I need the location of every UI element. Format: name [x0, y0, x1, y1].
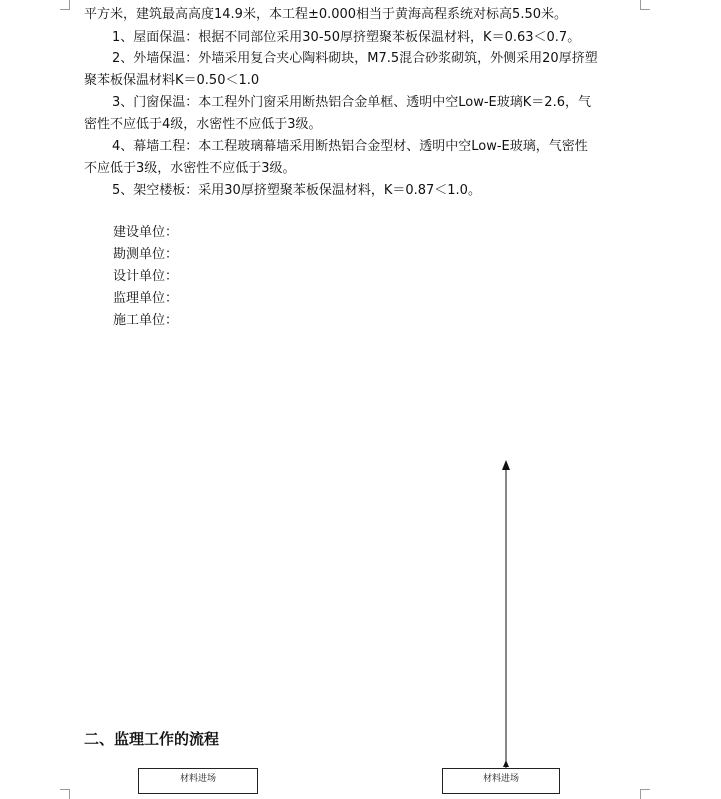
item-window-insulation-b: 密性不应低于4级，水密性不应低于3级。 [84, 117, 322, 132]
flow-box-material-right: 材料进场 [442, 768, 560, 794]
unit-construction: 建设单位： [113, 225, 179, 240]
item-roof-insulation: 1、屋面保温：根据不同部位采用30-50厚挤塑聚苯板保温材料，K＝0.63＜0.7。 [112, 30, 581, 45]
item-window-insulation-a: 3、门窗保温：本工程外门窗采用断热铝合金单框、透明中空Low-E玻璃K＝2.6，气 [112, 95, 591, 110]
body-line-1: 平方米，建筑最高高度14.9米，本工程±0.000相当于黄海高程系统对标高5.50米。 [84, 7, 567, 22]
unit-design: 设计单位： [113, 269, 179, 284]
item-overhead-floor: 5、架空楼板：采用30厚挤塑聚苯板保温材料，K＝0.87＜1.0。 [112, 183, 481, 198]
item-curtain-wall-a: 4、幕墙工程：本工程玻璃幕墙采用断热铝合金型材、透明中空Low-E玻璃，气密性 [112, 139, 588, 154]
section-heading: 二、监理工作的流程 [84, 730, 220, 748]
item-wall-insulation-b: 聚苯板保温材料K＝0.50＜1.0 [84, 73, 260, 88]
item-wall-insulation-a: 2、外墙保温：外墙采用复合夹心陶料砌块，M7.5混合砂浆砌筑，外侧采用20厚挤塑 [112, 51, 598, 66]
item-curtain-wall-b: 不应低于3级，水密性不应低于3级。 [84, 161, 296, 176]
unit-survey: 勘测单位： [113, 247, 179, 262]
flow-box-material-left: 材料进场 [138, 768, 258, 794]
unit-builder: 施工单位： [113, 313, 179, 328]
unit-supervision: 监理单位： [113, 291, 179, 306]
